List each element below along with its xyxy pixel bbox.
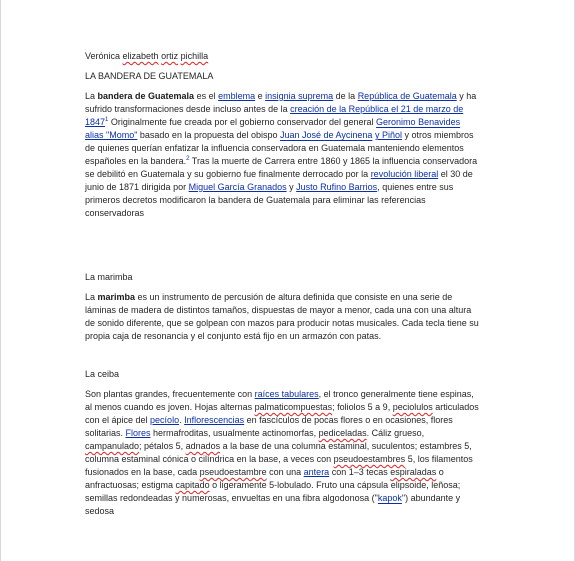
hyperlink[interactable]: Miguel García Granados [188, 182, 287, 192]
paragraph-line [85, 155, 497, 168]
paragraph-line [85, 116, 497, 129]
text-run: ; foliolos 5 a 9, [332, 402, 393, 412]
text-run: al menos cuando es joven. Hojas alternas [85, 402, 255, 412]
spacer [85, 381, 497, 388]
text-run: primeros decretos modificaron la bandera de Guatemala para eliminar las referencias [85, 195, 426, 205]
section-heading-ceiba: La ceiba [85, 369, 120, 379]
hyperlink[interactable]: República de Guatemala [357, 91, 457, 101]
section-heading-marimba: La marimba [85, 272, 133, 282]
spacer [85, 343, 497, 368]
document-title: LA BANDERA DE GUATEMALA [85, 71, 214, 81]
hyperlink[interactable]: Juan José de Aycinena [280, 130, 373, 140]
paragraph-bandera [85, 90, 497, 220]
text-run: fusionados en la base, cada [85, 467, 200, 477]
text-run: sufrido transformaciones desde incluso antes de la [85, 104, 291, 114]
text-run: solitarias. [85, 428, 126, 438]
text-run: hermafroditas, usualmente actinomorfas, [150, 428, 319, 438]
bold-term: marimba [97, 292, 136, 302]
text-run: anfractuosas; estigma [85, 480, 176, 490]
spellcheck-word: espiraladas [390, 467, 437, 477]
spacer [85, 220, 497, 271]
paragraph-line [85, 291, 497, 304]
text-run: articulados [432, 402, 479, 412]
paragraph-line [85, 90, 497, 103]
spacer [85, 284, 497, 291]
paragraph-line [85, 330, 497, 343]
author-first-name: Verónica [85, 51, 123, 61]
text-run: se debilitó en Guatemala y su gobierno fue finalmente derrocado por la [85, 169, 371, 179]
spellcheck-word: pseudoestambre [199, 467, 267, 477]
text-run: semillas redondeadas y numerosas, envueltas en una fibra algodonosa (" [85, 493, 378, 503]
hyperlink[interactable]: raíces tabulares [254, 389, 319, 399]
text-run: ") abundante y [401, 493, 461, 503]
hyperlink[interactable]: alias "Momo" [85, 130, 138, 140]
text-run: es un instrumento de percusión de altura definida que consiste en una serie de [135, 292, 453, 302]
text-run: y [286, 182, 297, 192]
text-run: en fascículos de pocas flores o en ocasiones, flores [244, 415, 453, 425]
hyperlink[interactable]: creación de la República el 21 de marzo de [290, 104, 464, 114]
text-run: españoles en la bandera. [85, 156, 187, 166]
paragraph-line [85, 181, 497, 194]
text-run: . Cáliz grueso, [366, 428, 425, 438]
paragraph-line [85, 168, 497, 181]
author-line [85, 50, 497, 63]
paragraph-line [85, 304, 497, 317]
hyperlink[interactable]: emblema [218, 91, 256, 101]
paragraph-line [85, 129, 497, 142]
hyperlink[interactable]: Inflorescencias [184, 415, 245, 425]
paragraph-line [85, 142, 497, 155]
hyperlink[interactable]: 1847 [85, 117, 106, 127]
spacer [85, 83, 497, 90]
text-run: o [436, 467, 444, 477]
author-name-part: ortiz [161, 51, 179, 61]
paragraph-marimba [85, 291, 497, 343]
spellcheck-word: campanulado [85, 441, 140, 451]
spellcheck-word: adnados [185, 441, 221, 451]
spellcheck-word: pseudoestambres [333, 454, 406, 464]
paragraph-line [85, 505, 497, 518]
text-run: . [179, 415, 185, 425]
text-run: ; pétalos 5, [139, 441, 186, 451]
text-run: La [85, 292, 98, 302]
paragraph-line [85, 466, 497, 479]
hyperlink[interactable]: y Piñol [374, 130, 402, 140]
footnote-ref[interactable]: 1 [105, 117, 109, 123]
paragraph-line [85, 401, 497, 414]
document-body[interactable] [85, 50, 497, 518]
paragraph-line [85, 414, 497, 427]
text-run: junio de 1871 dirigida por [85, 182, 189, 192]
hyperlink[interactable]: revolución liberal [370, 169, 439, 179]
text-run: e [255, 91, 266, 101]
hyperlink[interactable]: Geronimo Benavides [376, 117, 461, 127]
text-run: 5, los filamentos [405, 454, 473, 464]
paragraph-line [85, 194, 497, 207]
spacer [85, 63, 497, 70]
text-run: de sonido diferente, que se golpean con mazos para producir notas musicales. Cada tecla tiene su [85, 318, 479, 328]
text-run: o ligeramente 5-lobulado. Fruto una cápsula elipsoide, leñosa; [209, 480, 461, 490]
text-run: basado en la propuesta del obispo [137, 130, 281, 140]
paragraph-line [85, 453, 497, 466]
paragraph-ceiba [85, 388, 497, 518]
text-run: de quienes querían enfatizar la influencia conservadora en Guatemala manteniendo elementos [85, 143, 464, 153]
text-run: con una [266, 467, 304, 477]
text-run: de la [333, 91, 358, 101]
text-run: y ha [456, 91, 477, 101]
hyperlink[interactable]: kapok [377, 493, 402, 503]
footnote-ref[interactable]: 2 [186, 156, 190, 162]
hyperlink[interactable]: insignia suprema [265, 91, 334, 101]
text-run: sedosa [85, 506, 115, 516]
paragraph-line [85, 492, 497, 505]
spellcheck-word: palmaticompuestas [254, 402, 333, 412]
text-run: Son plantas grandes, frecuentemente con [85, 389, 255, 399]
text-run: , quienes entre sus [377, 182, 454, 192]
hyperlink[interactable]: pecíolo [150, 415, 180, 425]
paragraph-line [85, 440, 497, 453]
text-run: La [85, 91, 98, 101]
text-run: es el [194, 91, 219, 101]
paragraph-line [85, 317, 497, 330]
bold-term: bandera de Guatemala [97, 91, 195, 101]
spellcheck-word: capitado [175, 480, 210, 490]
text-run: a la base de una columna estaminal, suculentos; estambres 5, [220, 441, 472, 451]
paragraph-line [85, 207, 497, 220]
text-run: Originalmente fue creada por el gobierno conservador del general [108, 117, 377, 127]
text-run: el 30 de [438, 169, 473, 179]
paragraph-line [85, 427, 497, 440]
paragraph-line [85, 103, 497, 116]
text-run: propia caja de resonancia y el conjunto está fijo en un armazón con patas. [85, 331, 382, 341]
text-run: Tras la muerte de Carrera entre 1860 y 1865 la influencia conservadora [189, 156, 478, 166]
paragraph-line [85, 388, 497, 401]
hyperlink[interactable]: antera [303, 467, 330, 477]
spellcheck-word: pediceladas [318, 428, 367, 438]
spellcheck-word: peciolulos [392, 402, 433, 412]
text-run: , el tronco generalmente tiene espinas, [318, 389, 474, 399]
text-run: con el ápice del [85, 415, 151, 425]
hyperlink[interactable]: Justo Rufino Barrios [296, 182, 378, 192]
author-name-part: pichilla [180, 51, 209, 61]
text-run: y otros miembros [401, 130, 474, 140]
text-run: con 1–3 tecas [329, 467, 391, 477]
text-run: columna estaminal cónica o cilíndrica en la base, a veces con [85, 454, 334, 464]
text-run: láminas de madera de distintos tamaños, dispuestas de mayor a menor, cada una con una altura [85, 305, 472, 315]
hyperlink[interactable]: Flores [125, 428, 151, 438]
author-name-part: elizabeth [122, 51, 159, 61]
paragraph-line [85, 479, 497, 492]
text-run: conservadoras [85, 208, 145, 218]
